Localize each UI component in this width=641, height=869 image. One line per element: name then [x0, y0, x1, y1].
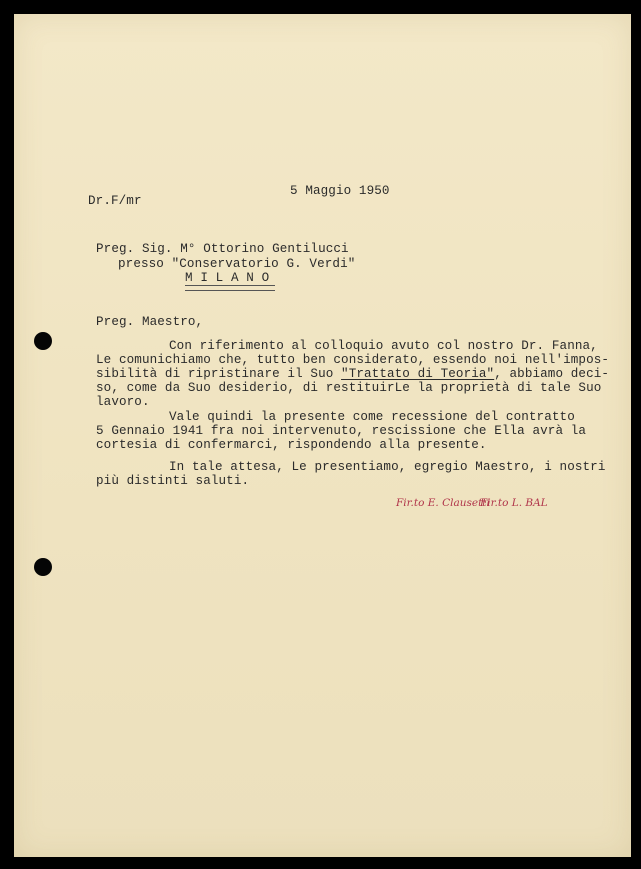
body-p3-line2: più distinti saluti.	[96, 474, 250, 488]
body-p1-line2: Le comunichiamo che, tutto ben considerato, essendo noi nell'impos-	[96, 353, 610, 367]
recipient-line2: presso "Conservatorio G. Verdi"	[118, 257, 356, 271]
reference-code: Dr.F/mr	[88, 194, 142, 208]
body-p3-line1: In tale attesa, Le presentiamo, egregio Maestro, i nostri	[169, 460, 606, 474]
body-p1-line3-a: sibilità di ripristinare il Suo	[96, 367, 342, 381]
body-p1-line1: Con riferimento al colloquio avuto col nostro Dr. Fanna,	[169, 339, 598, 353]
recipient-line1: Preg. Sig. M° Ottorino Gentilucci	[96, 242, 349, 256]
body-p2-line3: cortesia di confermarci, rispondendo alla presente.	[96, 438, 487, 452]
treatise-title: "Trattato di Teoria"	[341, 367, 495, 381]
letter-date: 5 Maggio 1950	[290, 184, 390, 198]
body-p1-line3	[96, 367, 609, 381]
signature-stamp-clausetti: Fir.to E. Clausetti	[396, 497, 490, 509]
body-p1-line5: lavoro.	[96, 395, 150, 409]
body-p1-line3-b: , abbiamo deci-	[494, 367, 610, 381]
body-p1-line4: so, come da Suo desiderio, di restituirLe la proprietà di tale Suo	[96, 381, 602, 395]
body-p2-line2: 5 Gennaio 1941 fra noi intervenuto, rescissione che Ella avrà la	[96, 424, 587, 438]
punch-hole-bottom	[34, 558, 52, 576]
recipient-city: M I L A N O	[185, 271, 270, 285]
city-double-underline	[185, 285, 275, 291]
signature-stamp-bal: Fir.to L. BAL	[480, 497, 548, 509]
body-p2-line1: Vale quindi la presente come recessione del contratto	[169, 410, 575, 424]
punch-hole-top	[34, 332, 52, 350]
salutation: Preg. Maestro,	[96, 315, 204, 329]
